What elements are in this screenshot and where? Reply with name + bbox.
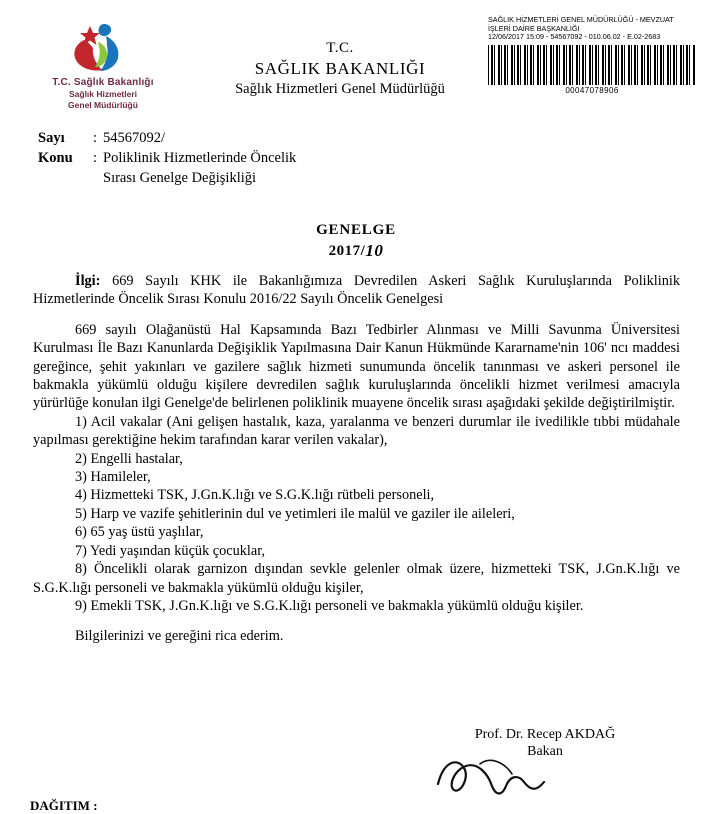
closing-paragraph: Bilgilerinizi ve gereğini rica ederim. [75, 628, 284, 645]
title-tc: T.C. [326, 40, 354, 56]
ministry-logo [28, 20, 178, 110]
ebys-line3: 12/06/2017 15:09 - 54567092 - 010.06.02 - E.02-2683 [488, 32, 661, 42]
konu-label: Konu [38, 150, 73, 166]
document-body [33, 272, 680, 646]
list-item: 6) 65 yaş üstü yaşlılar, [75, 524, 204, 541]
ebys-line1: SAĞLIK HİZMETLERİ GENEL MÜDÜRLÜĞÜ - MEVZUAT [488, 15, 674, 24]
sayi-label: Sayı [38, 130, 65, 146]
genelge-year: 2017/ [328, 243, 366, 259]
meta-row-sayi [38, 128, 296, 148]
ebys-stamp [488, 16, 698, 95]
logo-line3: Genel Müdürlüğü [68, 100, 138, 110]
signature-title: Bakan [527, 744, 563, 759]
document-header [0, 0, 712, 115]
dagitim-label: DAĞITIM : [30, 798, 98, 813]
document-meta [38, 128, 296, 188]
list-item: 4) Hizmetteki TSK, J.Gn.K.lığı ve S.G.K.lığı rütbeli personeli, [75, 487, 435, 504]
genelge-handwritten-number: 10 [365, 241, 384, 260]
title-ministry: SAĞLIK BAKANLIĞI [254, 59, 426, 78]
sayi-value: 54567092/ [103, 130, 166, 146]
sayi-colon: : [93, 130, 98, 146]
meta-row-konu-cont [38, 168, 296, 188]
health-ministry-emblem-icon [60, 20, 146, 76]
konu-colon: : [93, 150, 98, 166]
signature-name: Prof. Dr. Recep AKDAĞ [474, 727, 616, 742]
list-item: 3) Hamileler, [75, 469, 151, 486]
list-item: 7) Yedi yaşından küçük çocuklar, [75, 542, 266, 559]
document-title-block [190, 40, 490, 98]
ilgi-text: 669 Sayılı KHK ile Bakanlığımıza Devredilen Askeri Sağlık Kuruluşlarında Poliklinik Hizmetlerinde Öncelik Sırası Konulu 2016/22 Sayılı Öncelik Genelgesi [33, 273, 680, 308]
handwritten-signature-icon [432, 752, 562, 802]
title-directorate: Sağlık Hizmetleri Genel Müdürlüğü [235, 81, 445, 97]
meta-row-konu [38, 148, 296, 168]
logo-line2: Sağlık Hizmetleri [68, 89, 138, 99]
genelge-number [0, 241, 712, 261]
barcode-icon [488, 45, 696, 85]
list-item: 9) Emekli TSK, J.Gn.K.lığı ve S.G.K.lığı personeli ve bakmakla yükümlü olduğu kişiler. [75, 597, 584, 614]
paragraph-1: 669 sayılı Olağanüstü Hal Kapsamında Bazı Tedbirler Alınması ve Milli Savunma Üniversitesi Kurulması İle Bazı Kanunlarda Değişiklik Yapılmasına Dair Kanun Hükmünde Kararname'nin 106' ncı maddesi gereğince, şehit yakınları ve gazilere sağlık hizmeti sunumunda öncelik tanınması ve askeri personel ile bakmakla yükümlü olduğu kişilere devredilen sağlık kuruluşlarında öncelikli hizmet verilmesi amacıyla yürürlüğe konulan ilgi Genelge'de belirlenen poliklinik muayene öncelik sırası aşağıdaki şekilde değiştirilmiştir. [33, 321, 680, 412]
list-item: 2) Engelli hastalar, [75, 450, 183, 467]
genelge-heading [0, 222, 712, 261]
list-item: 1) Acil vakalar (Ani gelişen hastalık, kaza, yaralanma ve benzeri durumlar ile ivedilikle tıbbi müdahale yapılması gerektiğine hekim tarafından karar verilen vakalar), [33, 413, 680, 449]
barcode-number: 00047078906 [565, 85, 619, 95]
ilgi-paragraph [33, 272, 680, 309]
list-item: 5) Harp ve vazife şehitlerinin dul ve yetimleri ile malül ve gaziler ile aileleri, [75, 505, 515, 522]
ilgi-label: İlgi: [75, 273, 101, 289]
list-item: 8) Öncelikli olarak garnizon dışından sevkle gelenler olmak üzere, hizmetteki TSK, J.Gn.K.lığı ve S.G.K.lığı personeli ve bakmakla yükümlü olduğu kişiler, [33, 561, 680, 596]
logo-line1: T.C. Sağlık Bakanlığı [52, 77, 154, 88]
ebys-line2: İŞLERİ DAİRE BAŞKANLIĞI [488, 23, 580, 33]
genelge-title: GENELGE [316, 222, 396, 238]
konu-value: Poliklinik Hizmetlerinde Öncelik [103, 150, 297, 166]
konu-value-line2: Sırası Genelge Değişikliği [103, 170, 257, 186]
